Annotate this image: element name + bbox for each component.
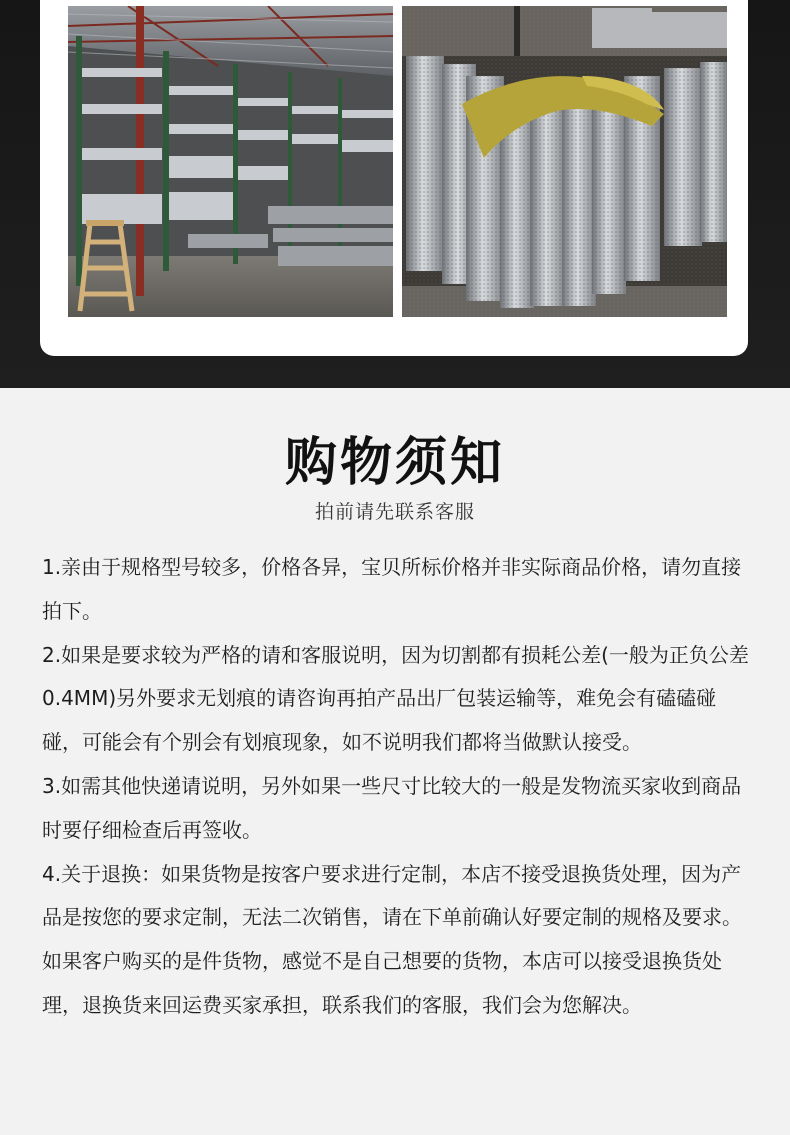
notice-item-1: 1.亲由于规格型号较多，价格各异，宝贝所标价格并非实际商品价格，请勿直接拍下。 (42, 555, 742, 623)
notice-item-3: 3.如需其他快递请说明，另外如果一些尺寸比较大的一般是发物流买家收到商品时要仔细检查后再签收。 (42, 773, 742, 842)
photo-card (40, 0, 748, 356)
perforated-tubes-photo (402, 6, 727, 317)
notice-subtitle: 拍前请先联系客服 (314, 501, 475, 523)
notice-item-4: 4.关于退换：如果货物是按客户要求进行定制，本店不接受退换货处理，因为产品是按您的要求定制，无法二次销售，请在下单前确认好要定制的规格及要求。如果客户购买的是件货物，感觉不是自己想要的货物，本店可以接受退换货处理，退换货来回运费买家承担，联系我们的客服，我们会为您解决。 (42, 861, 742, 1017)
notice-title: 购物须知 (284, 433, 505, 493)
notice-list (42, 546, 752, 1028)
notice-item-2: 2.如果是要求较为严格的请和客服说明，因为切割都有损耗公差(一般为正负公差0.4MM)另外要求无划痕的请咨询再拍产品出厂包装运输等，难免会有磕磕碰碰，可能会有个别会有划痕现象，如不说明我们都将当做默认接受。 (42, 642, 749, 755)
warehouse-shelves-photo (68, 6, 393, 317)
